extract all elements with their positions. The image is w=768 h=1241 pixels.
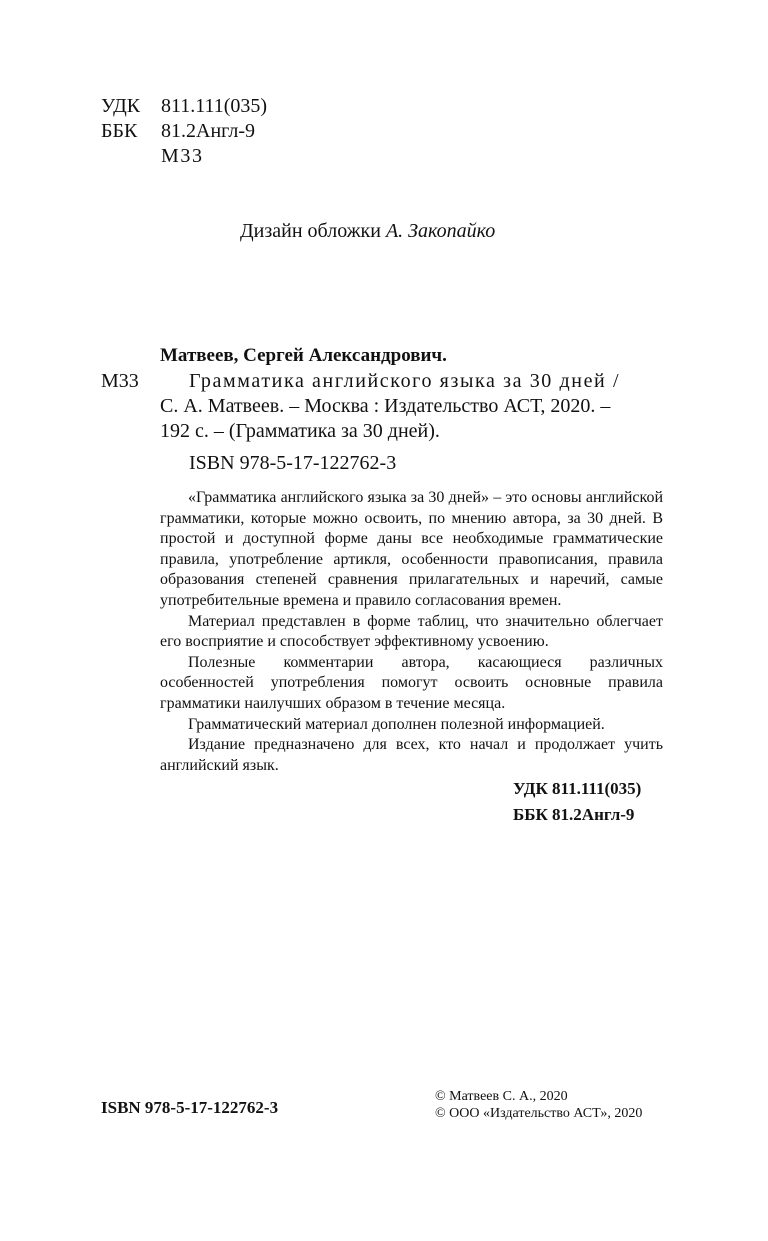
bbk-line <box>101 119 267 144</box>
abstract-paragraph: Полезные комментарии автора, касающиеся различных особенностей употребления помогут освоить основные правила грамматики наилучших образом в течение месяца. <box>160 653 663 712</box>
author-mark-line <box>101 144 267 169</box>
copyright-publisher: © ООО «Издательство АСТ», 2020 <box>435 1106 643 1121</box>
bib-author-mark: М33 <box>101 370 139 392</box>
abstract-paragraph: «Грамматика английского языка за 30 дней» – это основы английской грамматики, которые можно освоить, по мнению автора, за 30 дней. В простой и доступной форме даны все необходимые грамматические правила, употребление артикля, особенности правописания, правила образования степеней сравнения прилагательных и наречий, самые употребительные времена и правило согласования времен. <box>160 489 663 609</box>
footer-isbn: ISBN 978-5-17-122762-3 <box>101 1098 279 1117</box>
footer-bbk: ББК 81.2Англ-9 <box>513 805 635 824</box>
udk-value: 811.111(035) <box>161 95 268 117</box>
copyright-author: © Матвеев С. А., 2020 <box>435 1089 568 1104</box>
bbk-value: 81.2Англ-9 <box>161 120 255 142</box>
classification-block <box>101 94 267 169</box>
author-mark: М33 <box>161 145 204 167</box>
bib-isbn: ISBN 978-5-17-122762-3 <box>189 452 397 474</box>
udk-line <box>101 94 267 119</box>
bib-publication-line: С. А. Матвеев. – Москва : Издательство АСТ, 2020. – <box>160 395 611 417</box>
bib-title-line: Грамматика английского языка за 30 дней / <box>189 370 621 392</box>
abstract-paragraph: Издание предназначено для всех, кто начал и продолжает учить английский язык. <box>160 736 663 774</box>
bbk-label: ББК <box>101 120 138 142</box>
abstract <box>160 488 663 776</box>
footer-udk: УДК 811.111(035) <box>513 779 642 798</box>
cover-design-prefix: Дизайн обложки <box>240 220 381 242</box>
cover-design-credit <box>240 220 495 243</box>
abstract-paragraph: Материал представлен в форме таблиц, что значительно облегчает его восприятие и способствует эффективному усвоению. <box>160 612 663 651</box>
udk-label: УДК <box>101 95 141 117</box>
cover-designer-name: А. Закопайко <box>385 220 496 242</box>
author-heading: Матвеев, Сергей Александрович. <box>160 345 447 366</box>
bib-series-line: 192 с. – (Грамматика за 30 дней). <box>160 420 440 442</box>
abstract-paragraph: Грамматический материал дополнен полезной информацией. <box>188 715 605 733</box>
